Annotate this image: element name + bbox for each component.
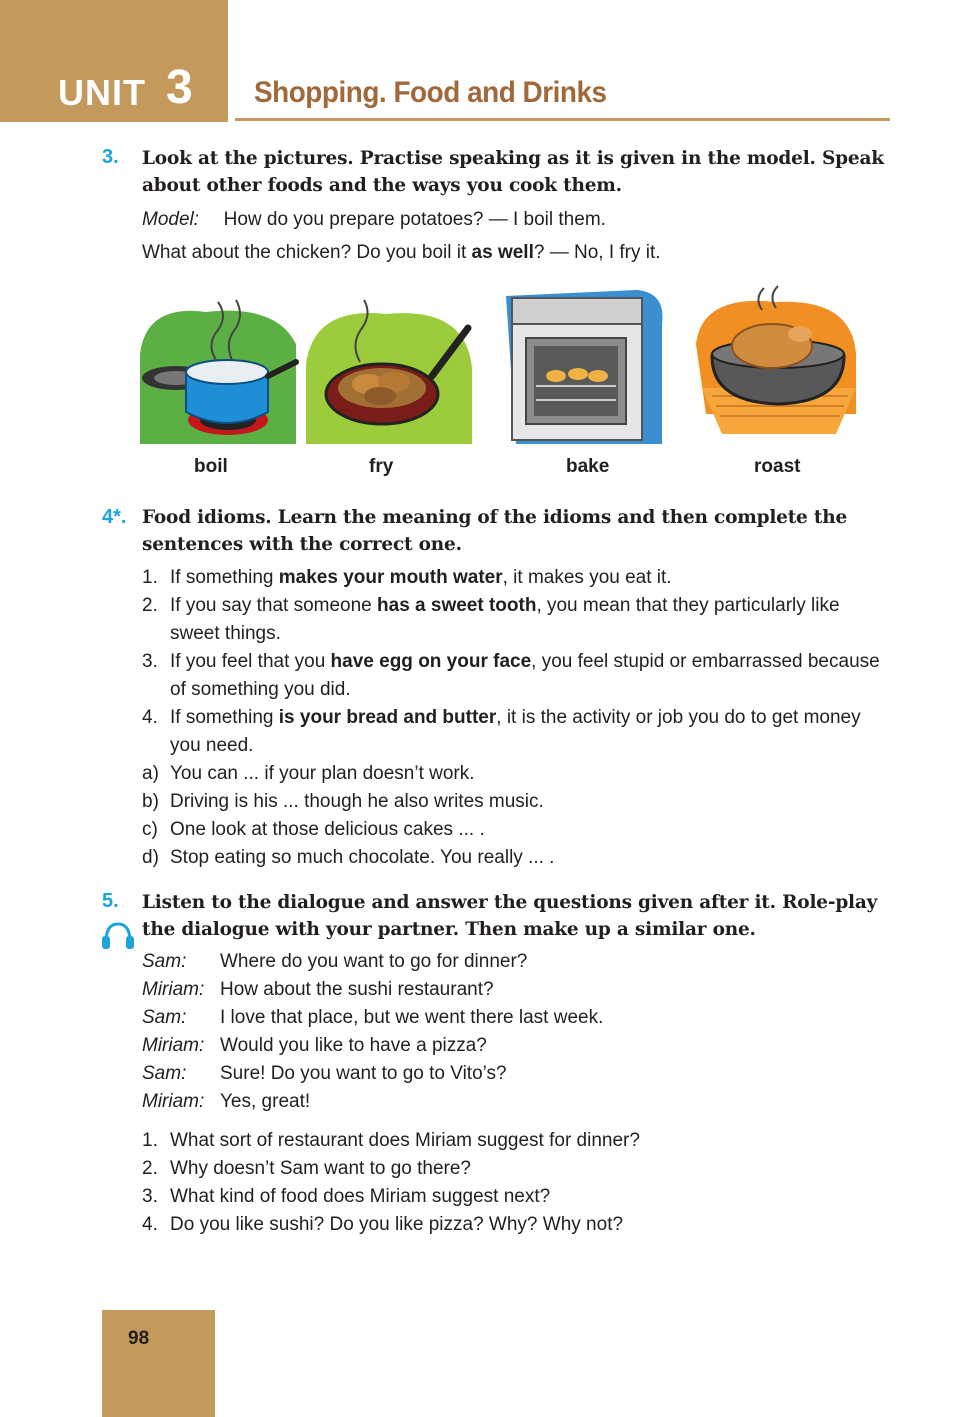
speaker-name: Miriam: [142, 1035, 205, 1056]
list-marker: 1. [142, 1130, 158, 1151]
list-marker: b) [142, 791, 159, 812]
boil-pot-icon [140, 300, 296, 444]
caption-bake: bake [566, 456, 610, 477]
bake-oven-icon [506, 290, 662, 444]
list-marker: 4. [142, 707, 158, 728]
sentence-text: Stop eating so much chocolate. You really ... . [170, 847, 555, 868]
exercise-3-instruction: Look at the pictures. Practise speaking as it is given in the model. Speak about other foods and the ways you cook them. [142, 148, 884, 196]
speaker-name: Sam: [142, 951, 187, 972]
sentence-text: You can ... if your plan doesn’t work. [170, 763, 475, 784]
exercise-5-number: 5. [102, 890, 119, 912]
model-line-2-post: ? — No, I fry it. [533, 242, 661, 263]
exercise-3-number: 3. [102, 146, 119, 168]
model-line-2-bold: as well [471, 242, 534, 263]
dialogue-text: Where do you want to go for dinner? [220, 951, 528, 972]
list-marker: a) [142, 763, 159, 784]
dialogue-text: Sure! Do you want to go to Vito’s? [220, 1063, 507, 1084]
dialogue-text: Yes, great! [220, 1091, 311, 1112]
exercise-4-instruction: Food idioms. Learn the meaning of the idioms and then complete the sentences with the correct one. [142, 507, 848, 555]
question-text: What kind of food does Miriam suggest next? [170, 1186, 551, 1207]
idiom-text: If you say that someone has a sweet tooth, you mean that they particularly like sweet things. [170, 595, 840, 644]
page-title: Shopping. Food and Drinks [254, 76, 607, 109]
roast-chicken-icon [696, 286, 856, 434]
exercise-5-instruction: Listen to the dialogue and answer the questions given after it. Role-play the dialogue with your partner. Then make up a similar one. [142, 892, 878, 940]
model-line-2 [142, 242, 661, 264]
cooking-pictures [136, 284, 858, 448]
model-line-2-pre: What about the chicken? Do you boil it [142, 242, 472, 263]
unit-number: 3 [166, 61, 193, 114]
list-marker: d) [142, 847, 159, 868]
exercise-4-number: 4*. [102, 506, 127, 528]
idiom-text: If something makes your mouth water, it makes you eat it. [170, 567, 672, 588]
speaker-name: Sam: [142, 1007, 187, 1028]
speaker-name: Sam: [142, 1063, 187, 1084]
list-marker: c) [142, 819, 158, 840]
model-label: Model: [142, 209, 200, 230]
question-text: What sort of restaurant does Miriam suggest for dinner? [170, 1130, 640, 1151]
unit-label: UNIT [58, 72, 146, 113]
sentence-text: Driving is his ... though he also writes music. [170, 791, 544, 812]
list-marker: 2. [142, 1158, 158, 1179]
speaker-name: Miriam: [142, 979, 205, 1000]
list-marker: 3. [142, 651, 158, 672]
idiom-text: If you feel that you have egg on your face, you feel stupid or embarrassed because of something you did. [170, 651, 880, 700]
list-marker: 4. [142, 1214, 158, 1235]
model-line [142, 209, 606, 231]
question-text: Why doesn’t Sam want to go there? [170, 1158, 471, 1179]
headphones-icon [101, 920, 135, 950]
page-number-badge [102, 1310, 215, 1417]
speaker-name: Miriam: [142, 1091, 205, 1112]
question-text: Do you like sushi? Do you like pizza? Why? Why not? [170, 1214, 624, 1235]
page-number: 98 [128, 1328, 150, 1349]
list-marker: 3. [142, 1186, 158, 1207]
idiom-text: If something is your bread and butter, it is the activity or job you do to get money you need. [170, 707, 861, 756]
dialogue-text: I love that place, but we went there last week. [220, 1007, 604, 1028]
list-marker: 2. [142, 595, 158, 616]
dialogue-text: How about the sushi restaurant? [220, 979, 494, 1000]
caption-roast: roast [754, 456, 801, 477]
caption-fry: fry [369, 456, 394, 477]
caption-boil: boil [194, 456, 228, 477]
unit-badge [0, 0, 228, 122]
fry-pan-icon [306, 300, 472, 444]
model-text: How do you prepare potatoes? — I boil them. [223, 209, 606, 230]
title-divider [235, 118, 890, 121]
dialogue-text: Would you like to have a pizza? [220, 1035, 487, 1056]
list-marker: 1. [142, 567, 158, 588]
sentence-text: One look at those delicious cakes ... . [170, 819, 485, 840]
